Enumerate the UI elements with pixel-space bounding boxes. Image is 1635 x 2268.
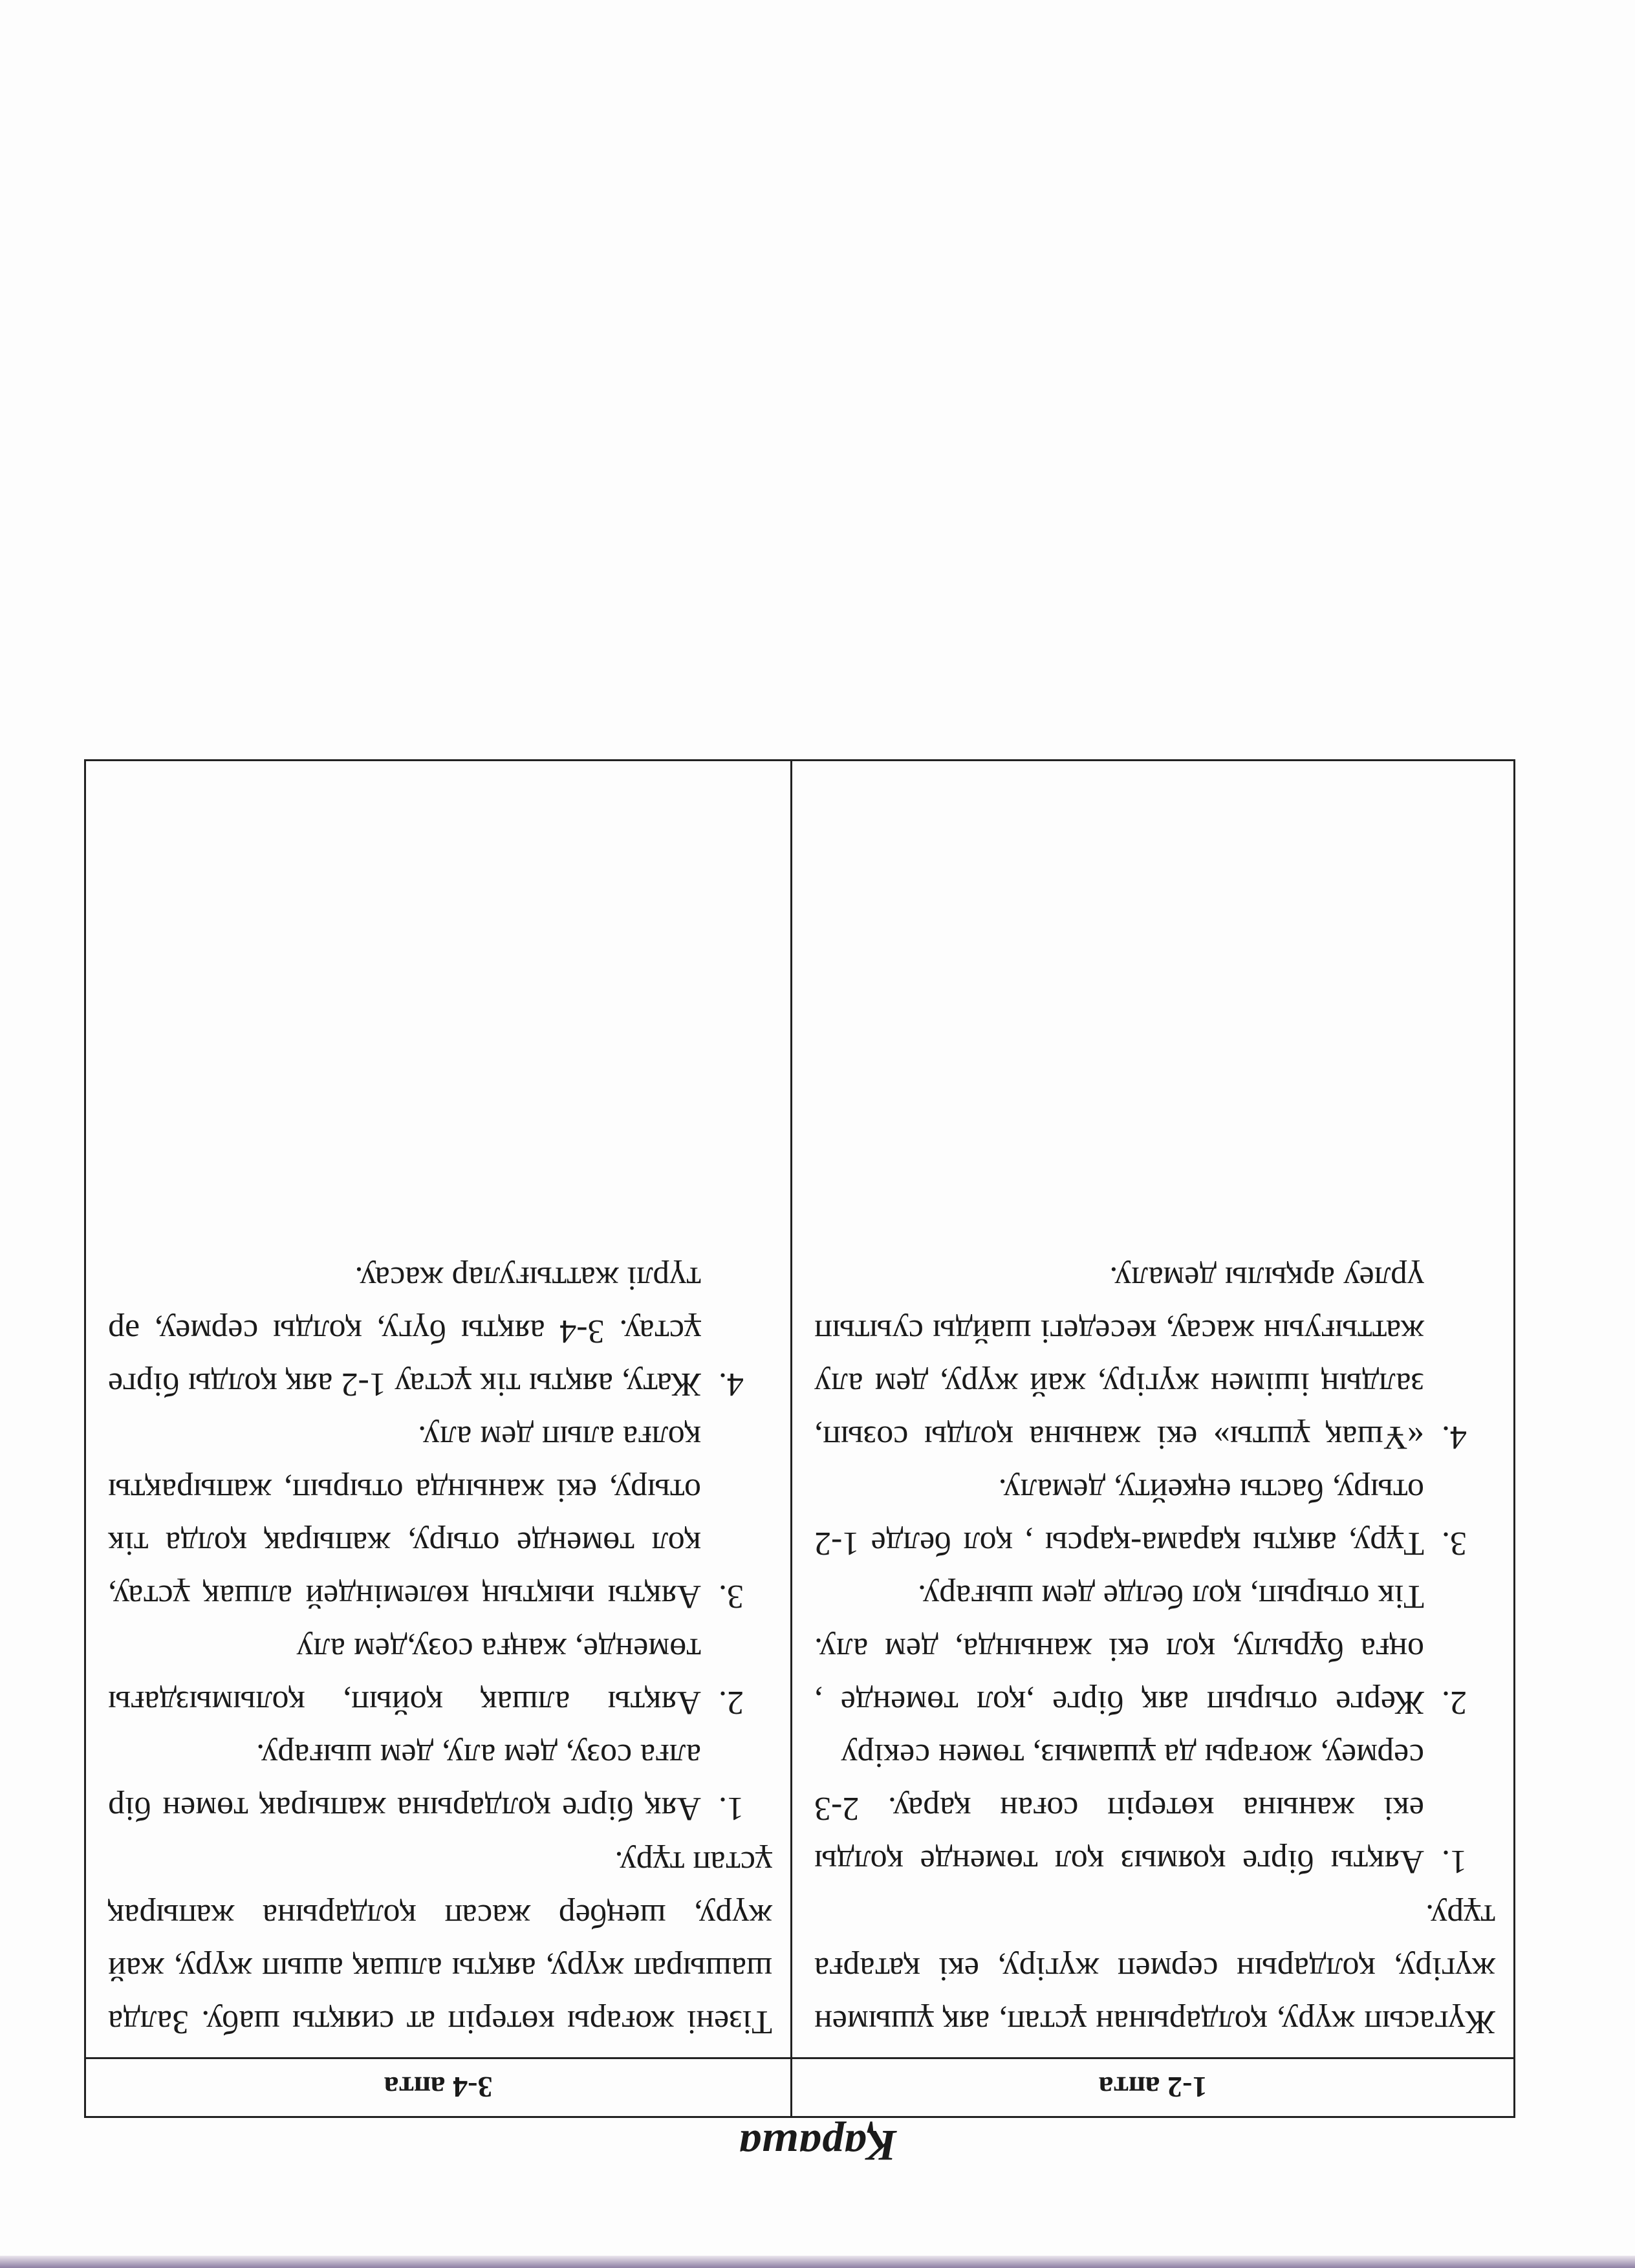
column-header-week-1-2: 1-2 апта: [792, 2058, 1515, 2117]
schedule-table: [84, 759, 1515, 2118]
cell-week-3-4: [85, 761, 792, 2058]
exercise-item: 3. Тұру, аяқты қарама-қарсы , қол белде 1-2 отыру, басты еңкейту, демалу.: [814, 1463, 1433, 1570]
intro-text: Тізені жоғары көтеріп ат сияқты шабу. Залда шашырап жүру, аяқты алшақ ашып жүру, жай жүру, шеңбер жасап қолдарына жапырақ ұстап тұру.: [108, 1844, 772, 2040]
exercise-list: [108, 1251, 772, 1835]
exercise-item: 1. Аяқты бірге қоямыз қол төменде қолды екі жанына көтеріп соған қарау. 2-3 сермеу, жоғары да ұшамыз, төмен секіру: [814, 1729, 1433, 1888]
exercise-item: 1. Аяқ бірге қолдарына жапырақ төмен бір алға созу, дем алу, дем шығару.: [108, 1729, 710, 1835]
exercise-item: 4. Жату, аяқты тік ұстау 1-2 аяқ қолды бірге ұстау. 3-4 аяқты бүгу, қолды сермеу, әр түрлі жаттығулар жасау.: [108, 1251, 710, 1410]
cell-week-1-2: [792, 761, 1515, 2058]
column-header-week-3-4: 3-4 апта: [85, 2058, 792, 2117]
exercise-item: 4. «Ұшақ ұшты» екі жанына қолды созып, залдың ішімен жүгіру, жай жүру, дем алу жаттығуын жасау, кеседегі шайды суытып үрлеу арқылы демалу.: [814, 1251, 1433, 1463]
table-body-row: [85, 761, 1515, 2058]
page-title: Қараша: [738, 2121, 897, 2170]
exercise-item: 2. Аяқты алшақ қойып, қолымыздағы төменде, жаңға созу,дем алу: [108, 1623, 710, 1729]
exercise-item: 3. Аяқты иықтың көлеміндей алшақ ұстау, қол төменде отыру, жапырақ қолда тік отыру, екі жанында отырып, жапырақты қолға алып дем алу.: [108, 1410, 710, 1623]
exercise-item: 2. Жерге отырып аяқ бірге ,қол төменде , оңға бұрылу, қол екі жанында, дем алу. Тік отырып, қол белде дем шығару.: [814, 1570, 1433, 1729]
exercise-list: [814, 1251, 1495, 1888]
scan-edge-shadow: [0, 2256, 1635, 2268]
intro-text: Жүгасып жүру, қолдарынан ұстап, аяқ ұшымен жүгіру, қолдарын сермеп жүгіру, екі қатарға тұру.: [814, 1897, 1495, 2040]
table-header-row: [85, 2058, 1515, 2117]
